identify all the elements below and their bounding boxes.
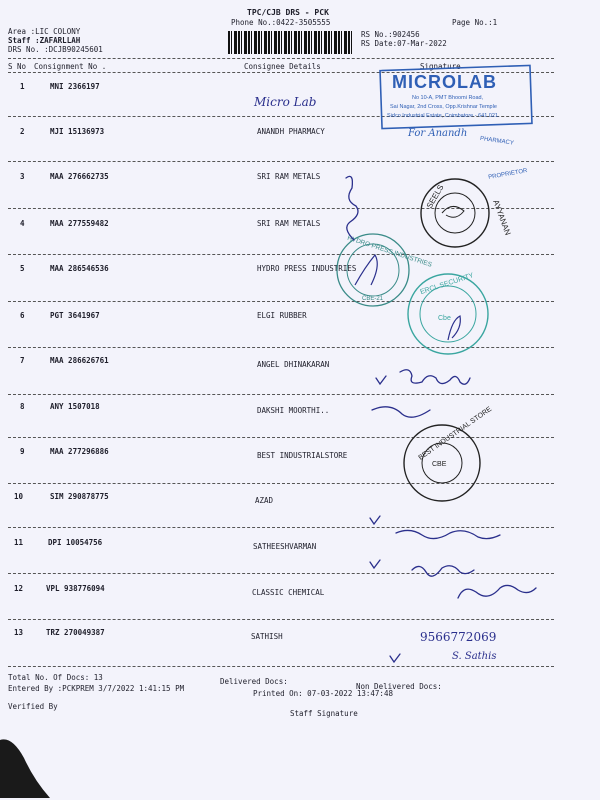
phone-number: Phone No.:0422-3505555 — [231, 18, 331, 27]
consignee-name: SATHEESHVARMAN — [253, 542, 317, 551]
seal-text: SEELS — [424, 183, 446, 210]
consignment-number: TRZ 270049387 — [46, 628, 105, 637]
entered-by: Entered By :PCKPREM 3/7/2022 1:41:15 PM — [8, 684, 185, 693]
col-header-sno: S No — [8, 62, 27, 71]
handwritten-phone: 9566772069 — [420, 630, 497, 644]
consignee-name: ANANDH PHARMACY — [257, 127, 325, 136]
row-number: 5 — [20, 264, 25, 273]
row-number: 13 — [14, 628, 24, 637]
consignment-number: MAA 277559482 — [50, 219, 109, 228]
seal-city: Cbe — [438, 315, 451, 322]
seal-text: AYYANAN — [491, 198, 513, 237]
printed-on: Printed On: 07-03-2022 13:47:48 — [253, 689, 393, 698]
ercl-security-seal — [408, 272, 488, 354]
pharmacy-text: PHARMACY — [479, 135, 515, 147]
consignment-number: DPI 10054756 — [48, 538, 103, 547]
microlab-line3: Sidco Industrial Estate, Coimbatore - 641 021. — [387, 113, 500, 119]
consignee-name: BEST INDUSTRIALSTORE — [257, 451, 348, 460]
row-number: 12 — [14, 584, 24, 593]
handwritten-signature: S. Sathis — [452, 651, 497, 662]
row-number: 9 — [20, 447, 25, 456]
consignment-number: MJI 15136973 — [50, 127, 105, 136]
consignment-number: SIM 290878775 — [50, 492, 109, 501]
non-delivered-docs: Non Delivered Docs: — [356, 682, 442, 691]
staff-signature-label: Staff Signature — [290, 709, 358, 718]
area-field: Area :LIC COLONY — [8, 27, 81, 36]
consignment-number: ANY 1507018 — [50, 402, 100, 411]
row-number: 10 — [14, 492, 24, 501]
scan-smudge — [0, 739, 50, 798]
consignment-number: MAA 276662735 — [50, 172, 109, 181]
consignee-name: DAKSHI MOORTHI.. — [257, 406, 330, 415]
row-number: 7 — [20, 356, 25, 365]
consignee-name: SRI RAM METALS — [257, 172, 321, 181]
verified-by: Verified By — [8, 702, 58, 711]
consignment-number: MAA 286626761 — [50, 356, 109, 365]
row-number: 6 — [20, 311, 25, 320]
consignee-name: HYDRO PRESS INDUSTRIES — [257, 264, 357, 273]
row-number: 11 — [14, 538, 24, 547]
seal-text: HYDRO PRESS INDUSTRIES — [346, 234, 433, 269]
page-number: Page No.:1 — [452, 18, 498, 27]
consignment-number: MAA 277296886 — [50, 447, 109, 456]
consignment-number: MNI 2366197 — [50, 82, 100, 91]
consignee-name: SATHISH — [251, 632, 283, 641]
microlab-line1: No 10-A, PMT Bhoomi Road, — [412, 95, 484, 101]
consignee-name: SRI RAM METALS — [257, 219, 321, 228]
ayyanan-steels-seal — [421, 179, 512, 247]
best-industrial-seal — [404, 406, 493, 501]
microlab-line2: Sai Nagar, 2nd Cross, Opp.Krishnar Temple — [390, 104, 497, 110]
row-number: 1 — [20, 82, 25, 91]
seal-text: BEST INDUSTRIAL STORE — [417, 405, 494, 462]
consignment-number: MAA 286546536 — [50, 264, 109, 273]
staff-field: Staff :ZAFARLLAH — [8, 36, 81, 45]
consignee-name: ANGEL DHINAKARAN — [257, 360, 330, 369]
seal-text: ERCL SECURITY — [419, 272, 475, 297]
proprietor-text: PROPRIETOR — [487, 168, 528, 181]
microlab-name: MICROLAB — [392, 72, 497, 92]
row-number: 3 — [20, 172, 25, 181]
drs-number: DRS No. :DCJB90245601 — [8, 45, 103, 54]
consignee-name: ELGI RUBBER — [257, 311, 307, 320]
seal-city: CBE-21 — [362, 296, 384, 302]
row-number: 2 — [20, 127, 25, 136]
consignment-number: PGT 3641967 — [50, 311, 100, 320]
row-number: 4 — [20, 219, 25, 228]
report-title: TPC/CJB DRS - PCK — [247, 8, 329, 17]
total-docs: Total No. Of Docs: 13 — [8, 673, 103, 682]
microlab-stamp — [380, 65, 532, 180]
rs-number: RS No.:902456 — [361, 30, 420, 39]
consignee-name: CLASSIC CHEMICAL — [252, 588, 325, 597]
for-text: For Anandh — [408, 128, 468, 139]
col-header-signature: Signature — [420, 62, 461, 71]
rs-date: RS Date:07-Mar-2022 — [361, 39, 447, 48]
consignee-name: AZAD — [255, 496, 274, 505]
col-header-consignee: Consignee Details — [244, 62, 321, 71]
consignment-number: VPL 938776094 — [46, 584, 105, 593]
delivered-docs: Delivered Docs: — [220, 677, 288, 686]
handwritten-note: Micro Lab — [254, 95, 317, 109]
hydro-press-seal — [337, 234, 433, 306]
row-number: 8 — [20, 402, 25, 411]
col-header-consignment: Consignment No . — [34, 62, 107, 71]
seal-city: CBE — [432, 461, 447, 468]
